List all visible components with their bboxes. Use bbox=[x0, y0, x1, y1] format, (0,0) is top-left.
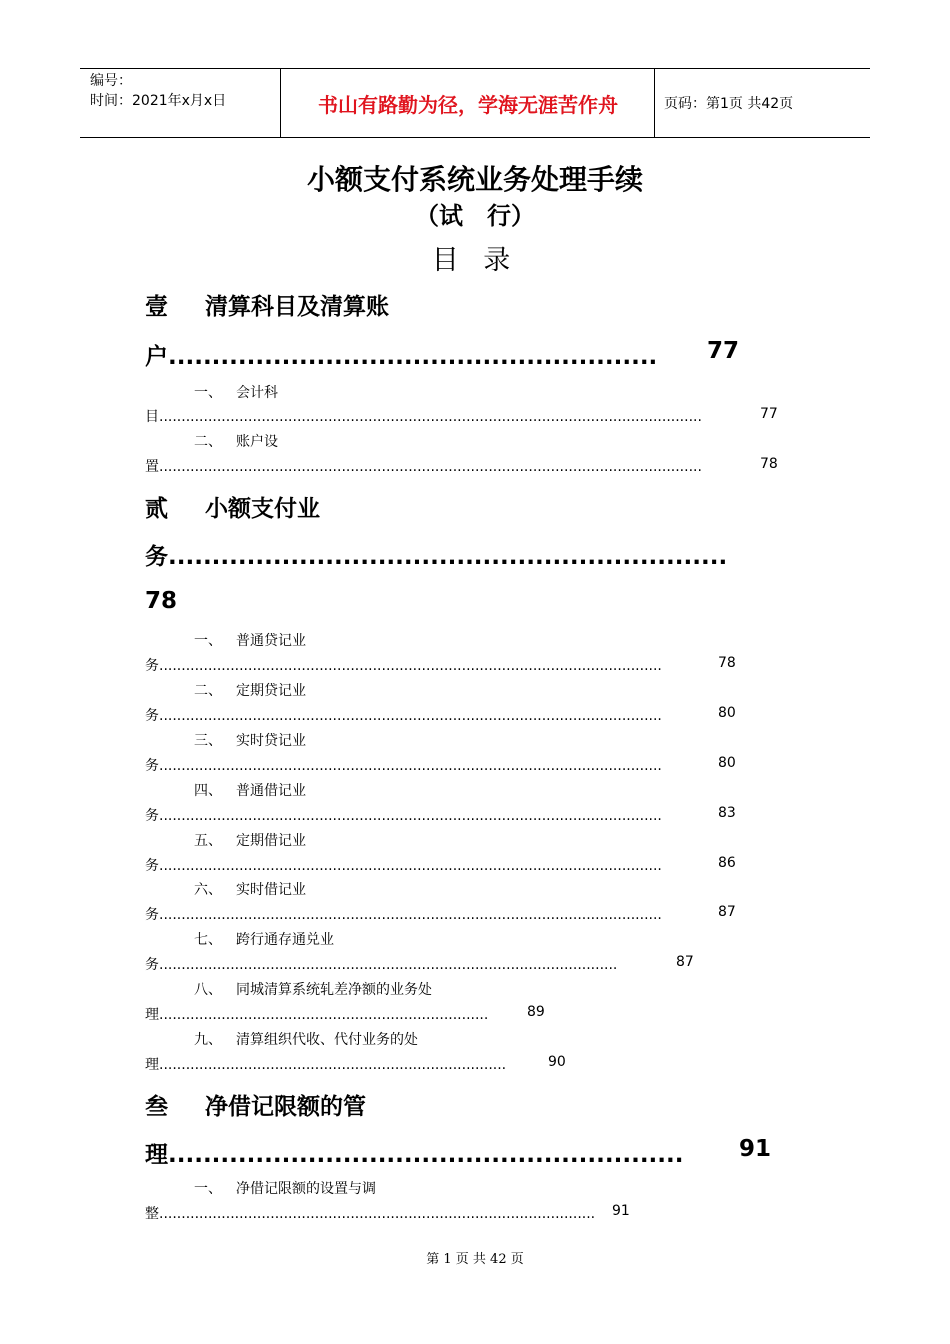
toc-title-cont: 置 bbox=[145, 459, 159, 475]
toc-item-line[interactable] bbox=[145, 1004, 527, 1024]
toc-page-number: 80 bbox=[718, 705, 736, 721]
toc-item-number: 九、 bbox=[194, 1032, 222, 1048]
toc-page-number: 87 bbox=[676, 954, 694, 970]
toc-section-title: 小额支付业 bbox=[205, 496, 320, 522]
toc-leader-dots: ................................................................................................................. bbox=[159, 758, 662, 774]
toc-item[interactable] bbox=[194, 879, 306, 899]
toc-item-title: 清算组织代收、代付业务的处 bbox=[236, 1032, 418, 1048]
toc-item-title: 跨行通存通兑业 bbox=[236, 932, 334, 948]
toc-title-cont: 理 bbox=[145, 1142, 168, 1168]
toc-item[interactable] bbox=[194, 1178, 376, 1198]
toc-item-title: 账户设 bbox=[236, 434, 278, 450]
toc-item[interactable] bbox=[194, 680, 306, 700]
toc-title-cont: 目 bbox=[145, 409, 159, 425]
toc-item[interactable] bbox=[194, 630, 306, 650]
doc-code-label: 编号： bbox=[90, 73, 132, 89]
toc-item-title: 同城清算系统轧差净额的业务处 bbox=[236, 982, 432, 998]
toc-item[interactable] bbox=[194, 431, 278, 451]
toc-title-cont: 理 bbox=[145, 1057, 159, 1073]
toc-item-number: 二、 bbox=[194, 434, 222, 450]
toc-item-number: 一、 bbox=[194, 1181, 222, 1197]
toc-title-cont: 整 bbox=[145, 1206, 159, 1222]
toc-item-line[interactable] bbox=[145, 755, 718, 775]
toc-leader-dots: ................................................................................................................. bbox=[159, 658, 662, 674]
toc-section-number: 叁 bbox=[145, 1094, 168, 1120]
toc-page-number: 91 bbox=[612, 1203, 630, 1219]
doc-time-label: 时间：2021年x月x日 bbox=[90, 93, 227, 109]
toc-item-line[interactable] bbox=[145, 1203, 612, 1223]
toc-page-number: 77 bbox=[707, 338, 740, 364]
toc-page-number: 86 bbox=[718, 855, 736, 871]
toc-page-number: 83 bbox=[718, 805, 736, 821]
header-divider bbox=[280, 69, 281, 137]
toc-page-number: 90 bbox=[548, 1054, 566, 1070]
toc-item-line[interactable] bbox=[145, 805, 718, 825]
toc-leader-dots: ................................................................................................................. bbox=[159, 708, 662, 724]
toc-item[interactable] bbox=[194, 730, 306, 750]
toc-leader-dots: ....................................................................................................... bbox=[159, 957, 618, 973]
toc-item-title: 定期贷记业 bbox=[236, 683, 306, 699]
toc-item[interactable] bbox=[194, 979, 432, 999]
toc-item-number: 三、 bbox=[194, 733, 222, 749]
toc-item-number: 五、 bbox=[194, 833, 222, 849]
toc-item-line[interactable] bbox=[145, 655, 718, 675]
toc-title-cont: 务 bbox=[145, 957, 159, 973]
header-motto: 书山有路勤为径，学海无涯苦作舟 bbox=[318, 92, 618, 117]
toc-title-cont: 务 bbox=[145, 544, 168, 570]
page-footer: 第 1 页 共 42 页 bbox=[426, 1252, 524, 1267]
header-divider bbox=[654, 69, 655, 137]
toc-leader-dots: ................................................................................................................. bbox=[159, 858, 662, 874]
toc-leader-dots: ........................................................... bbox=[168, 1142, 684, 1168]
header-page-info: 页码：第1页 共42页 bbox=[664, 96, 794, 112]
toc-item-number: 七、 bbox=[194, 932, 222, 948]
toc-item-title: 普通借记业 bbox=[236, 783, 306, 799]
toc-item-line[interactable] bbox=[145, 406, 760, 426]
page-header bbox=[80, 68, 870, 138]
toc-section-3-line[interactable] bbox=[145, 1136, 737, 1169]
toc-leader-dots: .......................................................................................................................... bbox=[159, 459, 702, 475]
toc-item-title: 普通贷记业 bbox=[236, 633, 306, 649]
toc-leader-dots: .......................................................................................................................... bbox=[159, 409, 702, 425]
toc-page-number: 78 bbox=[145, 588, 178, 614]
toc-leader-dots: ................................................................................................................. bbox=[159, 907, 662, 923]
toc-page-number: 80 bbox=[718, 755, 736, 771]
toc-item-number: 六、 bbox=[194, 882, 222, 898]
toc-section-3[interactable] bbox=[145, 1088, 366, 1121]
toc-item-title: 定期借记业 bbox=[236, 833, 306, 849]
toc-leader-dots: ................................................................................................................. bbox=[159, 808, 662, 824]
toc-section-number: 壹 bbox=[145, 294, 168, 320]
toc-page-number: 78 bbox=[718, 655, 736, 671]
toc-item[interactable] bbox=[194, 929, 334, 949]
toc-page-number: 87 bbox=[718, 904, 736, 920]
toc-title-cont: 理 bbox=[145, 1007, 159, 1023]
toc-title-cont: 户 bbox=[145, 344, 168, 370]
toc-item-title: 实时贷记业 bbox=[236, 733, 306, 749]
toc-heading: 目 录 bbox=[431, 245, 519, 276]
toc-item-line[interactable] bbox=[145, 456, 760, 476]
toc-page-number: 77 bbox=[760, 406, 778, 422]
toc-section-1-line[interactable] bbox=[145, 338, 745, 371]
toc-section-title: 清算科目及清算账 bbox=[205, 294, 389, 320]
toc-page-number: 91 bbox=[739, 1136, 772, 1162]
toc-item-line[interactable] bbox=[145, 1054, 548, 1074]
toc-title-cont: 务 bbox=[145, 907, 159, 923]
toc-page-number: 78 bbox=[760, 456, 778, 472]
toc-page-number: 89 bbox=[527, 1004, 545, 1020]
toc-item-title: 实时借记业 bbox=[236, 882, 306, 898]
toc-leader-dots: ................................................................ bbox=[168, 544, 728, 570]
toc-item-number: 二、 bbox=[194, 683, 222, 699]
toc-leader-dots: .......................................................................... bbox=[159, 1007, 489, 1023]
toc-section-number: 贰 bbox=[145, 496, 168, 522]
toc-item-number: 一、 bbox=[194, 385, 222, 401]
toc-item-line[interactable] bbox=[145, 855, 718, 875]
toc-section-title: 净借记限额的管 bbox=[205, 1094, 366, 1120]
document-subtitle: （试 行） bbox=[415, 201, 535, 230]
toc-item-line[interactable] bbox=[145, 954, 676, 974]
toc-title-cont: 务 bbox=[145, 858, 159, 874]
toc-item-line[interactable] bbox=[145, 904, 718, 924]
header-meta bbox=[90, 71, 226, 111]
toc-item[interactable] bbox=[194, 382, 278, 402]
toc-title-cont: 务 bbox=[145, 808, 159, 824]
toc-item-title: 净借记限额的设置与调 bbox=[236, 1181, 376, 1197]
toc-item-line[interactable] bbox=[145, 705, 718, 725]
toc-item[interactable] bbox=[194, 1029, 418, 1049]
toc-title-cont: 务 bbox=[145, 658, 159, 674]
toc-leader-dots: .................................................................................................. bbox=[159, 1206, 596, 1222]
toc-title-cont: 务 bbox=[145, 758, 159, 774]
document-title: 小额支付系统业务处理手续 bbox=[306, 163, 643, 196]
toc-title-cont: 务 bbox=[145, 708, 159, 724]
toc-section-1[interactable] bbox=[145, 288, 389, 321]
toc-item[interactable] bbox=[194, 780, 306, 800]
toc-leader-dots: .............................................................................. bbox=[159, 1057, 507, 1073]
toc-item[interactable] bbox=[194, 830, 306, 850]
toc-section-2[interactable] bbox=[145, 490, 320, 523]
toc-section-2-line[interactable] bbox=[145, 538, 805, 571]
toc-leader-dots: ........................................................ bbox=[168, 344, 658, 370]
toc-item-number: 一、 bbox=[194, 633, 222, 649]
toc-item-title: 会计科 bbox=[236, 385, 278, 401]
toc-item-number: 四、 bbox=[194, 783, 222, 799]
toc-item-number: 八、 bbox=[194, 982, 222, 998]
